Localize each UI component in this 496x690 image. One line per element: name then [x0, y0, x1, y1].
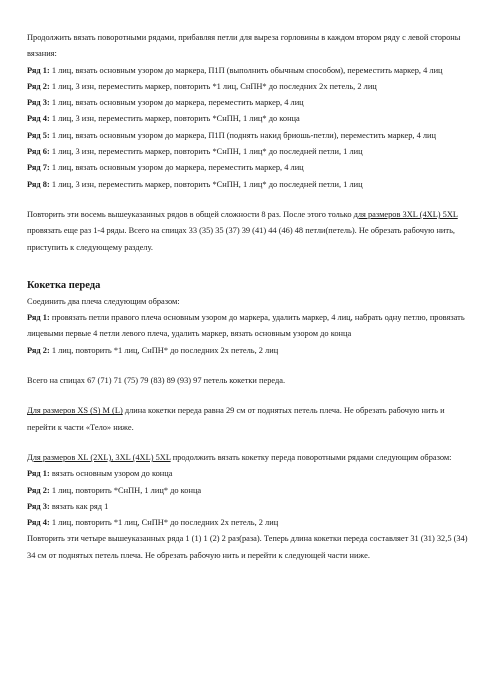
join-rows-list [27, 310, 470, 359]
row-text: вязать как ряд 1 [49, 501, 109, 511]
small-sizes-paragraph [27, 403, 470, 436]
size-link-3xl-5xl[interactable]: для размеров 3XL (4XL) 5XL [353, 209, 458, 219]
row-label: Ряд 6: [27, 147, 50, 157]
repeat-paragraph [27, 207, 470, 256]
row-label: Ряд 3: [27, 501, 50, 511]
final-paragraph: Повторить эти четыре вышеуказанных ряда 1 (1) 1 (2) 2 раз(раза). Теперь длина кокетки переда составляет 31 (31) 32,5 (34) 34 см от поднятых петель плеча. Не обрезать рабочую нить и перейти к следующей части ниже. [27, 534, 468, 560]
row-text: 1 лиц, 3 изн, переместить маркер, повторить *СнПН, 1 лиц* до последней петли, 1 лиц [49, 179, 363, 189]
join-row-2 [27, 343, 470, 359]
row-7 [27, 160, 470, 176]
row-2 [27, 79, 470, 95]
yoke-rows-list [27, 466, 470, 531]
row-text: 1 лиц, вязать основным узором до маркера, П1П (выполнить обычным способом), переместить маркер, 4 лиц [49, 65, 443, 75]
row-label: Ряд 1: [27, 469, 50, 479]
row-label: Ряд 2: [27, 485, 50, 495]
row-label: Ряд 3: [27, 98, 50, 108]
row-text: 1 лиц, вязать основным узором до маркера, П1П (поднять накид бриошь-петли), переместить маркер, 4 лиц [49, 130, 436, 140]
row-6 [27, 144, 470, 160]
row-label: Ряд 1: [27, 65, 50, 75]
row-label: Ряд 8: [27, 179, 50, 189]
intro-paragraph: Продолжить вязать поворотными рядами, прибавляя петли для выреза горловины в каждом втором ряду с левой стороны вязания: [27, 33, 461, 59]
repeat-text-after: провязать еще раз 1-4 ряды. Всего на спицах 33 (35) 35 (37) 39 (41) 44 (46) 48 петли(петель). Не обрезать рабочую нить, приступить к следующему разделу. [27, 226, 455, 252]
row-label: Ряд 4: [27, 114, 50, 124]
large-sizes-text: продолжить вязать кокетку переда поворотными рядами следующим образом: [170, 452, 452, 462]
section-title: Кокетка переда [27, 279, 101, 291]
join-row-1 [27, 310, 470, 343]
row-label: Ряд 7: [27, 163, 50, 173]
size-link-xs-l[interactable]: Для размеров XS (S) M (L) [27, 406, 123, 416]
yoke-row-2 [27, 483, 470, 499]
row-label: Ряд 1: [27, 313, 50, 323]
repeat-text-before: Повторить эти восемь вышеуказанных рядов в общей сложности 8 раз. После этого только [27, 209, 354, 219]
row-text: 1 лиц, 3 изн, переместить маркер, повторить *СнПН, 1 лиц* до последней петли, 1 лиц [49, 147, 363, 157]
row-text: 1 лиц, повторить *1 лиц, СнПН* до последних 2х петель, 2 лиц [49, 345, 279, 355]
join-intro: Соединить два плеча следующим образом: [27, 296, 180, 306]
row-label: Ряд 2: [27, 345, 50, 355]
row-text: 1 лиц, повторить *1 лиц, СнПН* до последних 2х петель, 2 лиц [49, 518, 279, 528]
size-link-xl-5xl[interactable]: Для размеров XL (2XL), 3XL (4XL) 5XL [27, 452, 171, 462]
yoke-row-3 [27, 499, 470, 515]
row-text: 1 лиц, вязать основным узором до маркера, переместить маркер, 4 лиц [49, 98, 304, 108]
row-text: провязать петли правого плеча основным узором до маркера, удалить маркер, 4 лиц, набрать одну петлю, провязать лицевыми первые 4 петли левого плеча, удалить маркер, вязать основным узором до конца [27, 313, 465, 339]
increase-rows-list [27, 63, 470, 193]
yoke-row-4 [27, 515, 470, 531]
row-8 [27, 177, 470, 193]
row-text: 1 лиц, вязать основным узором до маркера, переместить маркер, 4 лиц [49, 163, 304, 173]
row-1 [27, 63, 470, 79]
row-text: 1 лиц, повторить *СнПН, 1 лиц* до конца [49, 485, 202, 495]
total-stitches: Всего на спицах 67 (71) 71 (75) 79 (83) 89 (93) 97 петель кокетки переда. [27, 376, 286, 386]
large-sizes-paragraph [27, 450, 470, 466]
small-sizes-text: длина кокетки переда равна 29 см от поднятых петель плеча. Не обрезать рабочую нить и перейти к части «Тело» ниже. [27, 406, 445, 432]
row-label: Ряд 2: [27, 81, 50, 91]
yoke-row-1 [27, 466, 470, 482]
row-text: 1 лиц, 3 изн, переместить маркер, повторить *1 лиц, СнПН* до последних 2х петель, 2 лиц [49, 81, 377, 91]
row-text: 1 лиц, 3 изн, переместить маркер, повторить *СнПН, 1 лиц* до конца [49, 114, 300, 124]
row-5 [27, 128, 470, 144]
row-3 [27, 95, 470, 111]
row-4 [27, 111, 470, 127]
row-text: вязать основным узором до конца [49, 469, 173, 479]
row-label: Ряд 5: [27, 130, 50, 140]
row-label: Ряд 4: [27, 518, 50, 528]
